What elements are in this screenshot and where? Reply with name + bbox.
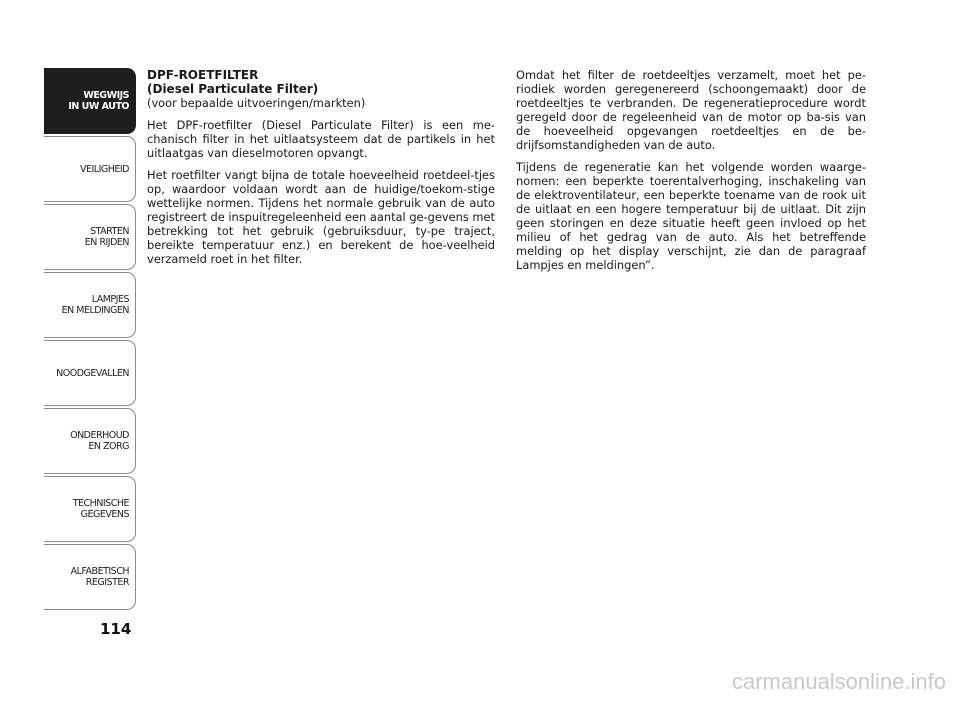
tab-veiligheid[interactable] [44, 136, 136, 202]
page-number: 114 [100, 620, 132, 638]
tab-label: ALFABETISCH REGISTER [70, 566, 129, 588]
left-column [147, 68, 495, 274]
tab-label: NOODGEVALLEN [56, 367, 129, 379]
tab-technische-gegevens[interactable] [44, 476, 136, 542]
tab-label: LAMPJES EN MELDINGEN [61, 294, 129, 316]
paragraph: Het roetfilter vangt bijna de totale hoeveelheid roetdeel-tjes op, waardoor voldaan wordt aan de huidige/toekom-stige wettelijke normen. Tijdens het normale gebruik van de auto registreert de inspuitregeleenheid een aantal ge-gevens met betrekking tot het gebruik (gebruiksduur, ty-pe traject, bereikte temperatuur enz.) en berekent de hoe-veelheid verzameld roet in het filter. [147, 168, 495, 266]
tab-starten[interactable] [44, 204, 136, 270]
tab-label: STARTEN EN RIJDEN [84, 226, 129, 248]
tab-wegwijs[interactable] [44, 68, 136, 134]
paragraph: Omdat het filter de roetdeeltjes verzamelt, moet het pe-riodiek worden geregenereerd (schoongemaakt) door de roetdeeltjes te verbranden. De regeneratieprocedure wordt geregeld door de regeleenheid van de motor op ba-sis van de hoeveelheid opgevangen roetdeeltjes en de be-drijfsomstandigheden van de auto. [516, 68, 866, 152]
tab-label: ONDERHOUD EN ZORG [70, 430, 129, 452]
chapter-tabs [44, 68, 136, 612]
watermark: carmanualsonline.info [731, 669, 946, 694]
right-column [516, 68, 866, 280]
tab-lampjes[interactable] [44, 272, 136, 338]
tab-label: WEGWIJS IN UW AUTO [68, 90, 129, 112]
section-title: DPF-ROETFILTER [147, 68, 259, 82]
tab-noodgevallen[interactable] [44, 340, 136, 406]
paragraph: Het DPF-roetfilter (Diesel Particulate Filter) is een me-chanisch filter in het uitlaatsysteem dat de partikels in het uitlaatgas van dieselmotoren opvangt. [147, 118, 495, 160]
tab-label: VEILIGHEID [79, 163, 129, 175]
tab-onderhoud[interactable] [44, 408, 136, 474]
section-subtitle: (Diesel Particulate Filter) [147, 82, 319, 96]
paragraph: Tijdens de regeneratie kan het volgende worden waarge-nomen: een beperkte toerentalverhoging, inschakeling van de elektroventilateur, een beperkte toename van de rook uit de uitlaat en een hogere temperatuur bij de uitlaat. Dit zijn geen storingen en deze situatie heeft geen invloed op het milieu of het gedrag van de auto. Als het betreffende melding op het display verschijnt, zie dan de paragraaf Lampjes en meldingen”. [516, 160, 866, 272]
tab-label: TECHNISCHE GEGEVENS [72, 498, 129, 520]
section-note: (voor bepaalde uitvoeringen/markten) [147, 96, 366, 110]
tab-alfabetisch-register[interactable] [44, 544, 136, 610]
